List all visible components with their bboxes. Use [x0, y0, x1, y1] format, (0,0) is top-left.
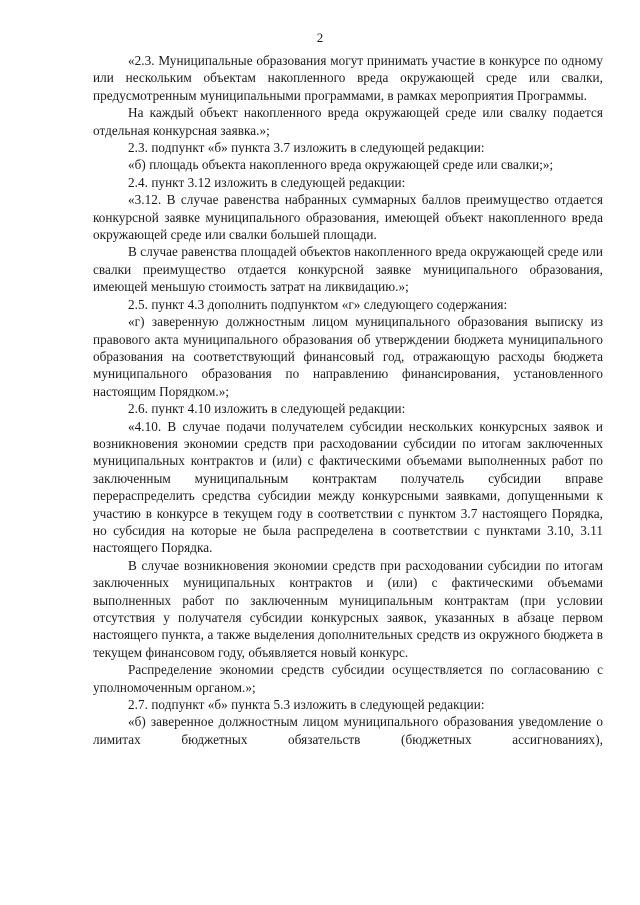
paragraph-distribution-approval: Распределение экономии средств субсидии осуществляется по согласованию с уполномоченным органом.»;	[93, 662, 603, 695]
paragraph-amend-3-12: 2.4. пункт 3.12 изложить в следующей редакции:	[128, 174, 406, 190]
paragraph-separate-application: На каждый объект накопленного вреда окружающей среде или свалку подается отдельная конкурсная заявка.»;	[93, 105, 603, 138]
page-number: 2	[316, 30, 324, 45]
paragraph-4-10-redistribution: «4.10. В случае подачи получателем субсидии нескольких конкурсных заявок и возникновения экономии средств при расходовании субсидии по итогам заключенных муниципальных контрактов и (или) с фактическими объемами выполненных работ по заключенным муниципальным контрактам получатель субсидии вправе перераспределить средства субсидии между конкурсными заявками, допущенными к участию в конкурсе в текущем году в соответствии с пунктом 3.7 настоящего Порядка, но субсидия на которые не была распределена в соответствии с пунктами 3.10, 3.11 настоящего Порядка.	[93, 418, 603, 556]
paragraph-subpoint-g-extract: «г) заверенную должностным лицом муниципального образования выписку из правового акта муниципального образования об утверждении бюджета муниципального образования на соответствующий финансовый год, отражающую расходы бюджета муниципального образования по направлению финансирования, установленного настоящим Порядком.»;	[93, 314, 603, 399]
paragraph-amend-4-3: 2.5. пункт 4.3 дополнить подпунктом «г» следующего содержания:	[128, 296, 508, 312]
paragraph-amend-3-7: 2.3. подпункт «б» пункта 3.7 изложить в следующей редакции:	[128, 140, 485, 156]
paragraph-new-contest: В случае возникновения экономии средств при расходовании субсидии по итогам заключенных муниципальных контрактов и (или) с фактическими объемами выполненных работ по заключенным муниципальным контрактам (при условии отсутствия у получателя субсидии конкурсных заявок, указанных в абзаце первом настоящего пункта, а также выделения дополнительных средств из окружного бюджета в текущем финансовом году, объявляется новый конкурс.	[93, 557, 603, 660]
paragraph-subpoint-b-area: «б) площадь объекта накопленного вреда окружающей среде или свалки;»;	[128, 157, 554, 173]
paragraph-amend-5-3: 2.7. подпункт «б» пункта 5.3 изложить в следующей редакции:	[128, 697, 485, 713]
paragraph-equal-areas: В случае равенства площадей объектов накопленного вреда окружающей среде или свалки преимущество отдается конкурсной заявке муниципального образования, имеющей меньшую стоимость затрат на ликвидацию.»;	[93, 244, 603, 295]
paragraph-subpoint-b-notice: «б) заверенное должностным лицом муниципального образования уведомление о лимитах бюджетных обязательств (бюджетных ассигнованиях),	[93, 714, 603, 747]
paragraph-3-12-equal-scores: «3.12. В случае равенства набранных суммарных баллов преимущество отдается конкурсной заявке муниципального образования, имеющей объект накопленного вреда окружающей среде или свалки большей площади.	[93, 192, 603, 243]
paragraph-2-3-participation: «2.3. Муниципальные образования могут принимать участие в конкурсе по одному или нескольким объектам накопленного вреда окружающей среде или свалки, предусмотренным муниципальными программами, в рамках мероприятия Программы.	[93, 53, 603, 103]
document-body	[93, 52, 603, 748]
paragraph-amend-4-10: 2.6. пункт 4.10 изложить в следующей редакции:	[128, 401, 406, 417]
